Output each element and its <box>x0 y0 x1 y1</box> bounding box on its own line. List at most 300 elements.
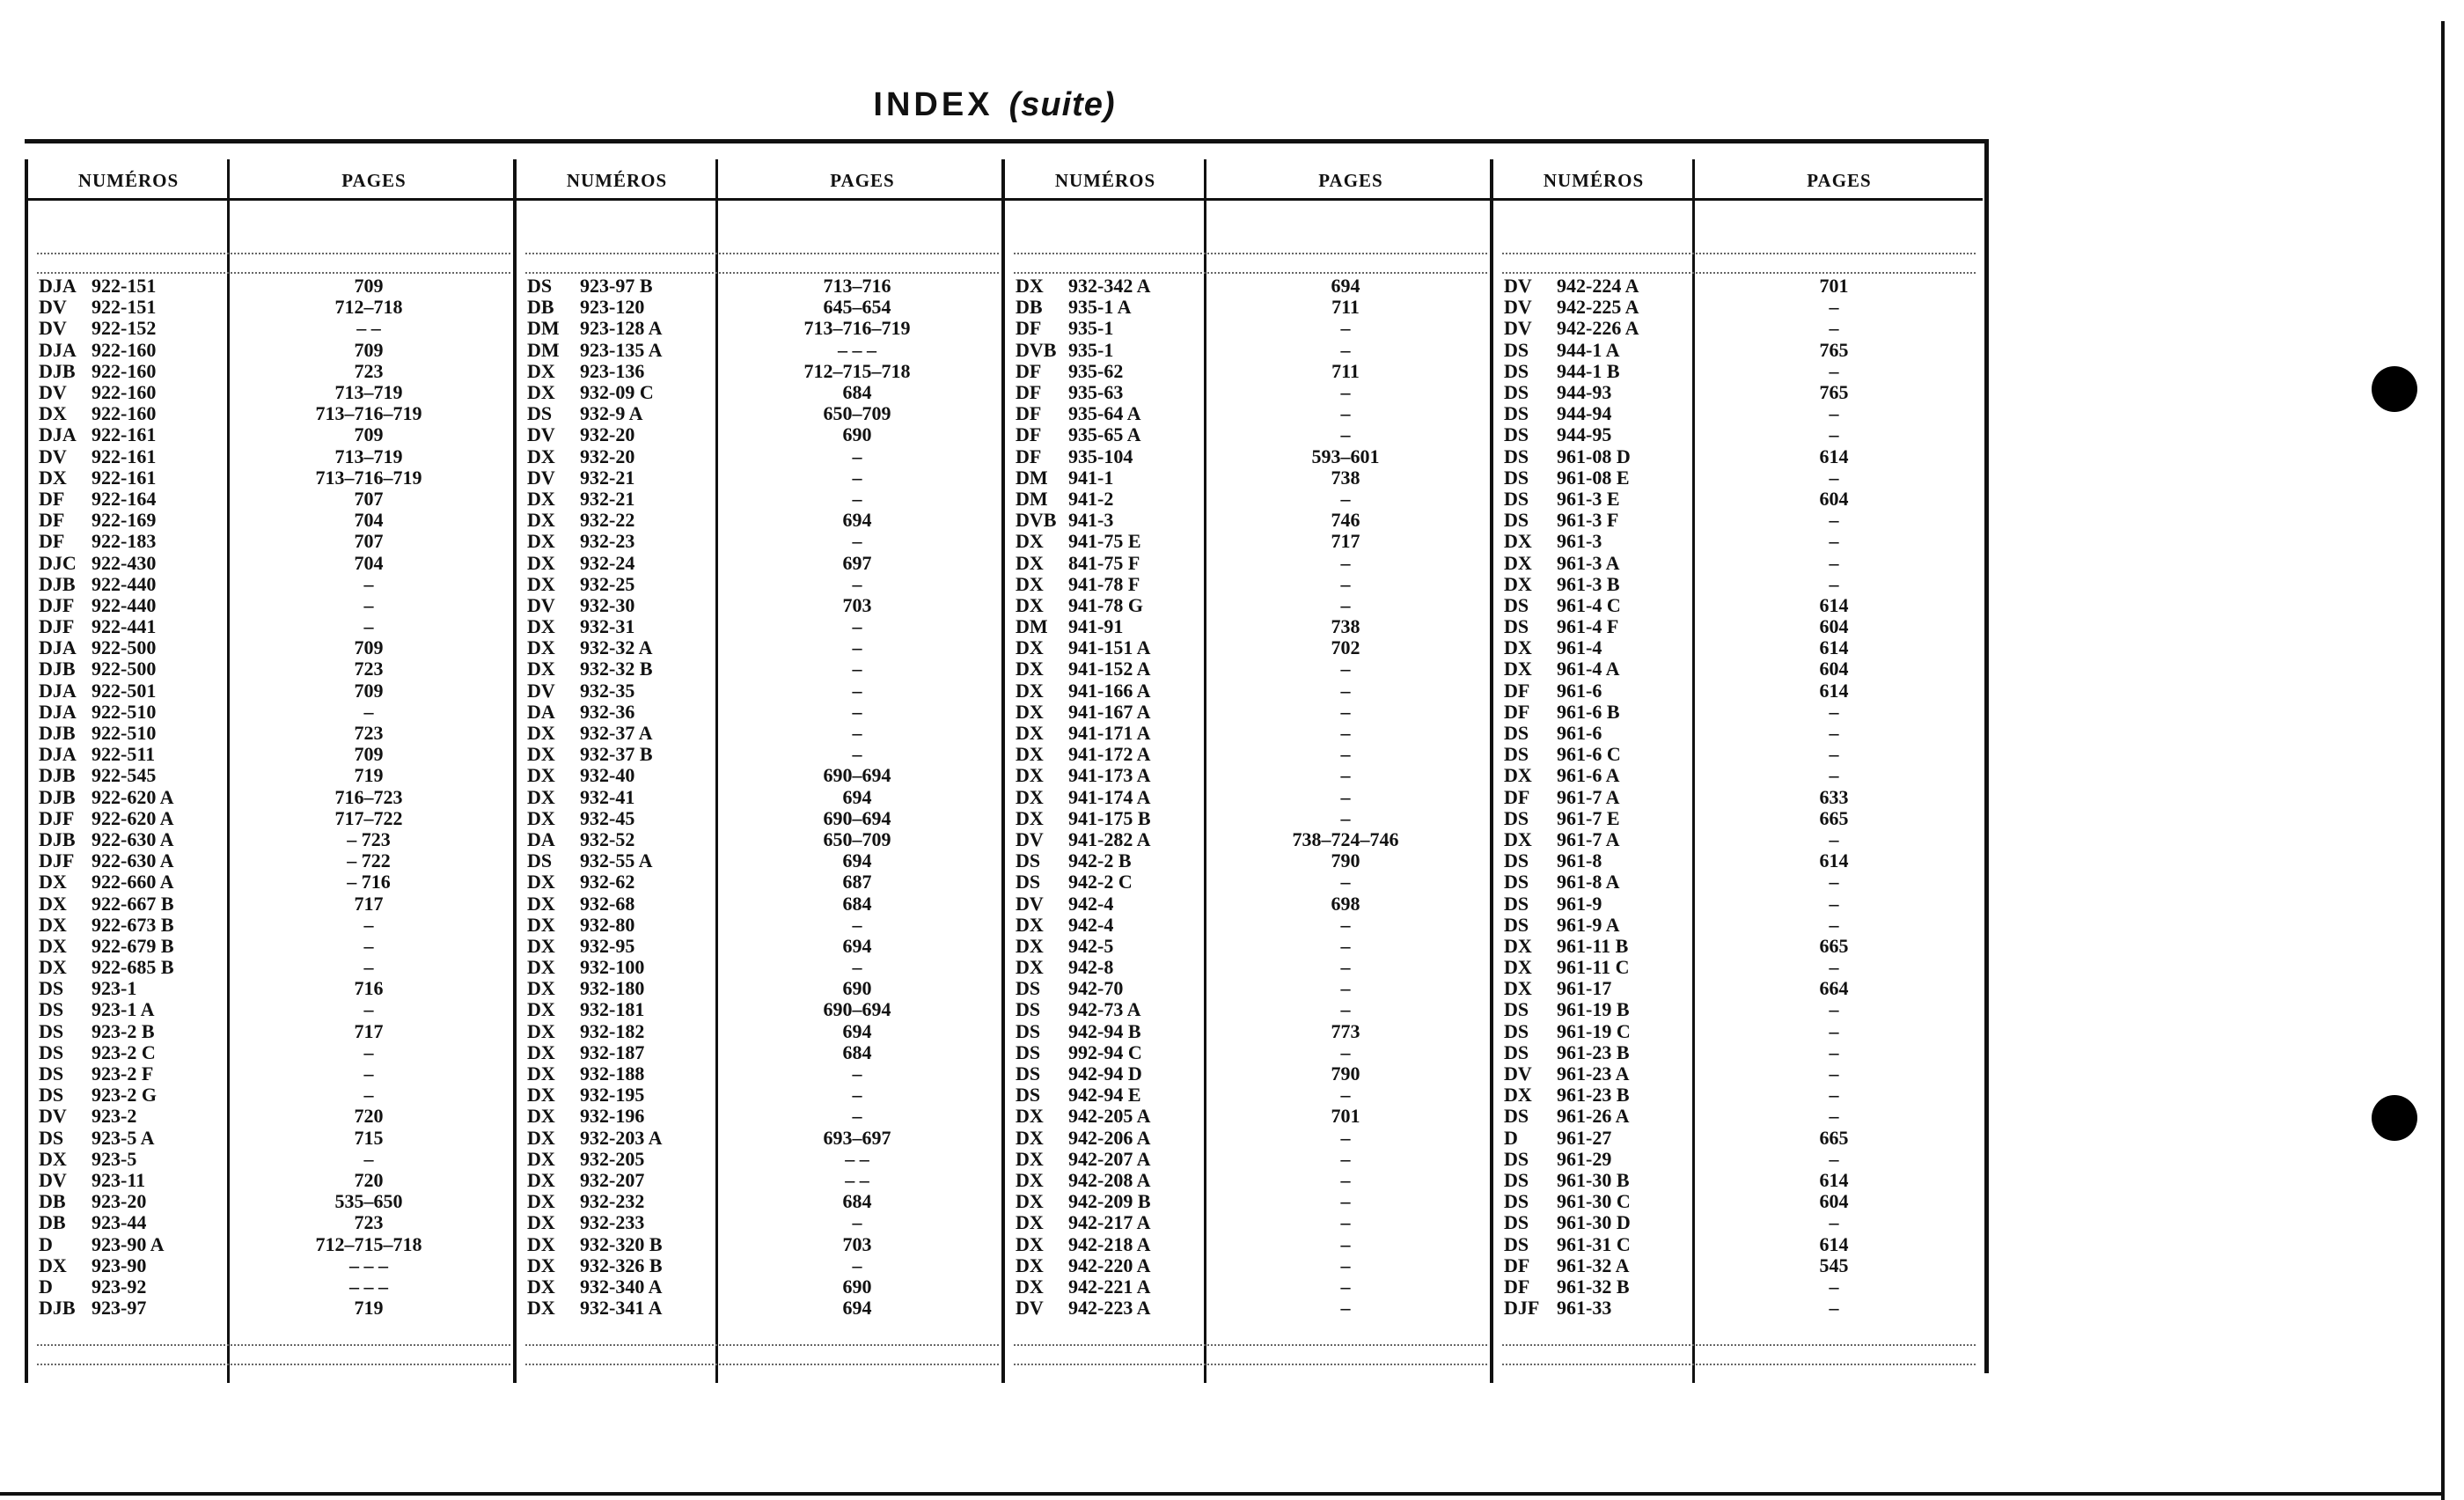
page-ref: 720 <box>354 1105 384 1128</box>
part-number: 961-8 <box>1557 849 1602 872</box>
part-number: 932-21 <box>580 466 635 489</box>
index-row <box>1490 1212 1983 1233</box>
part-number: 932-62 <box>580 871 635 893</box>
part-number: 935-65 A <box>1068 423 1141 446</box>
part-number: 942-209 B <box>1068 1190 1151 1213</box>
page-ref: 690–694 <box>823 806 891 829</box>
part-number: 932-45 <box>580 806 635 829</box>
series-prefix: DS <box>1504 445 1529 467</box>
part-number: 922-673 B <box>92 913 174 936</box>
index-row <box>25 1063 517 1085</box>
page-ref: – <box>363 1040 374 1063</box>
page-ref: – <box>363 1147 374 1170</box>
header-numeros: NUMÉROS <box>1054 170 1156 191</box>
index-row <box>25 999 517 1020</box>
page-ref: – <box>1829 827 1839 850</box>
series-prefix: DJF <box>39 593 75 616</box>
index-row <box>513 1085 1006 1106</box>
part-number: 923-120 <box>580 296 645 319</box>
page-ref: 738–724–746 <box>1292 827 1399 850</box>
dotted-rule <box>37 272 510 274</box>
part-number: 961-6 B <box>1557 700 1620 723</box>
page-ref: 614 <box>1819 849 1849 872</box>
page-ref: – <box>1340 551 1351 574</box>
series-prefix: DF <box>1504 1254 1530 1276</box>
index-rows <box>25 276 517 1319</box>
index-row <box>1490 723 1983 744</box>
index-row <box>1490 403 1983 424</box>
index-row <box>1490 1106 1983 1127</box>
series-prefix: DB <box>527 296 554 319</box>
page-ref: – <box>1340 934 1351 957</box>
series-prefix: DX <box>527 551 555 574</box>
page-ref: 701 <box>1819 275 1849 298</box>
series-prefix: DX <box>39 956 67 979</box>
index-row <box>25 1170 517 1191</box>
index-row <box>513 744 1006 765</box>
index-row <box>25 723 517 744</box>
part-number: 922-151 <box>92 296 157 319</box>
part-number: 922-620 A <box>92 785 174 808</box>
index-row <box>1490 1128 1983 1149</box>
part-number: 932-25 <box>580 572 635 595</box>
part-number: 922-630 A <box>92 827 174 850</box>
page-ref: – <box>1829 1275 1839 1298</box>
part-number: 961-9 A <box>1557 913 1620 936</box>
index-row <box>1001 978 1494 999</box>
page-ref: 701 <box>1331 1105 1360 1128</box>
index-row <box>513 403 1006 424</box>
index-row <box>25 829 517 850</box>
index-row <box>25 1021 517 1042</box>
dotted-rule <box>1502 253 1976 254</box>
page-ref: – <box>363 956 374 979</box>
series-prefix: DX <box>1504 636 1532 659</box>
index-row <box>25 1191 517 1212</box>
page-ref: – <box>852 658 862 680</box>
part-number: 923-2 B <box>92 1019 155 1042</box>
page-ref: – <box>852 466 862 489</box>
series-prefix: DJA <box>39 679 77 702</box>
page-ref: – <box>1340 1211 1351 1234</box>
series-prefix: D <box>1504 1126 1518 1149</box>
index-row <box>1490 531 1983 552</box>
index-row <box>1490 658 1983 680</box>
part-number: 932-187 <box>580 1040 645 1063</box>
title-text: INDEX <box>873 86 994 123</box>
series-prefix: DJF <box>1504 1297 1540 1320</box>
index-row <box>513 829 1006 850</box>
index-row <box>1001 1106 1494 1127</box>
index-rows <box>1001 276 1494 1319</box>
index-row <box>513 446 1006 467</box>
series-prefix: DJB <box>39 764 76 787</box>
index-row <box>513 552 1006 573</box>
page-ref: – <box>1340 722 1351 745</box>
page-ref: 712–715–718 <box>315 1232 422 1255</box>
series-prefix: DJF <box>39 849 75 872</box>
part-number: 961-30 D <box>1557 1211 1631 1234</box>
page-ref: – <box>852 487 862 510</box>
dotted-rule <box>525 272 999 274</box>
part-number: 942-2 B <box>1068 849 1132 872</box>
page-ref: 746 <box>1331 509 1360 532</box>
series-prefix: DX <box>527 892 555 915</box>
index-row <box>25 340 517 361</box>
series-prefix: DX <box>527 1040 555 1063</box>
index-row <box>513 574 1006 595</box>
page-ref: 604 <box>1819 658 1849 680</box>
part-number: 932-31 <box>580 615 635 638</box>
index-row <box>1001 680 1494 702</box>
part-number: 932-35 <box>580 679 635 702</box>
part-number: 961-26 A <box>1557 1105 1630 1128</box>
index-row <box>1001 1276 1494 1298</box>
part-number: 932-20 <box>580 445 635 467</box>
part-number: 941-172 A <box>1068 743 1151 766</box>
part-number: 922-440 <box>92 572 157 595</box>
series-prefix: DF <box>1504 679 1530 702</box>
page-ref: – – – <box>349 1254 388 1276</box>
dotted-rule <box>37 1344 510 1346</box>
index-row <box>25 702 517 723</box>
series-prefix: DS <box>1016 1062 1041 1085</box>
index-row <box>25 1212 517 1233</box>
page-ref: 723 <box>354 658 384 680</box>
page-ref: – <box>1340 700 1351 723</box>
series-prefix: DJF <box>39 806 75 829</box>
part-number: 941-78 G <box>1068 593 1143 616</box>
part-number: 961-32 A <box>1557 1254 1630 1276</box>
part-number: 961-3 E <box>1557 487 1620 510</box>
index-row <box>1490 1255 1983 1276</box>
page-ref: – <box>1829 892 1839 915</box>
page-ref: – <box>1829 572 1839 595</box>
series-prefix: DS <box>1504 1168 1529 1191</box>
index-row <box>1490 595 1983 616</box>
series-prefix: DV <box>527 423 555 446</box>
index-row <box>1001 382 1494 403</box>
series-prefix: DX <box>527 871 555 893</box>
page-ref: 604 <box>1819 615 1849 638</box>
series-prefix: DJA <box>39 743 77 766</box>
series-prefix: DX <box>527 572 555 595</box>
part-number: 922-430 <box>92 551 157 574</box>
page-ref: – <box>852 615 862 638</box>
page-ref: – <box>1829 530 1839 553</box>
page-ref: 720 <box>354 1168 384 1191</box>
part-number: 922-161 <box>92 423 157 446</box>
index-row <box>1001 1149 1494 1170</box>
index-row <box>1490 382 1983 403</box>
page-ref: 790 <box>1331 1062 1360 1085</box>
page-ref: 687 <box>842 871 872 893</box>
series-prefix: DX <box>527 636 555 659</box>
page-ref: 709 <box>354 679 384 702</box>
part-number: 941-91 <box>1068 615 1124 638</box>
page-ref: – <box>1829 700 1839 723</box>
part-number: 961-3 B <box>1557 572 1620 595</box>
page-ref: – <box>363 1084 374 1107</box>
index-rows <box>513 276 1006 1319</box>
series-prefix: DS <box>1504 743 1529 766</box>
part-number: 932-181 <box>580 998 645 1021</box>
page-ref: 614 <box>1819 636 1849 659</box>
part-number: 941-173 A <box>1068 764 1151 787</box>
index-rows <box>1490 276 1983 1319</box>
series-prefix: DF <box>1016 381 1042 404</box>
series-prefix: DS <box>1016 1084 1041 1107</box>
series-prefix: DJF <box>39 615 75 638</box>
part-number: 932-320 B <box>580 1232 663 1255</box>
dotted-rule <box>1502 1344 1976 1346</box>
series-prefix: DS <box>1504 1105 1529 1128</box>
index-row <box>513 340 1006 361</box>
series-prefix: DS <box>1504 338 1529 361</box>
series-prefix: DJB <box>39 658 76 680</box>
series-prefix: DX <box>39 402 67 425</box>
part-number: 961-11 C <box>1557 956 1630 979</box>
part-number: 932-233 <box>580 1211 645 1234</box>
part-number: 942-225 A <box>1557 296 1639 319</box>
page-ref: – <box>1829 743 1839 766</box>
part-number: 922-620 A <box>92 806 174 829</box>
page-ref: 723 <box>354 359 384 382</box>
part-number: 935-1 <box>1068 317 1114 340</box>
page-ref: 717 <box>354 892 384 915</box>
index-row <box>1001 574 1494 595</box>
page-ref: 614 <box>1819 445 1849 467</box>
part-number: 922-169 <box>92 509 157 532</box>
part-number: 932-341 A <box>580 1297 663 1320</box>
page-ref: – <box>1340 977 1351 1000</box>
page-ref: 713–719 <box>334 445 403 467</box>
series-prefix: DS <box>39 1062 64 1085</box>
page-ref: – <box>1340 1126 1351 1149</box>
page-ref: – <box>1340 764 1351 787</box>
header-rule <box>28 198 517 201</box>
index-row <box>1001 297 1494 318</box>
page-ref: 690 <box>842 1275 872 1298</box>
index-row <box>513 276 1006 297</box>
part-number: 923-128 A <box>580 317 663 340</box>
page-ref: – <box>1829 1211 1839 1234</box>
index-row <box>25 467 517 489</box>
part-number: 932-36 <box>580 700 635 723</box>
page-ref: 709 <box>354 636 384 659</box>
series-prefix: DV <box>527 466 555 489</box>
index-row <box>513 680 1006 702</box>
header-rule <box>517 198 1006 201</box>
part-number: 922-160 <box>92 359 157 382</box>
series-prefix: DX <box>39 913 67 936</box>
index-row <box>25 361 517 382</box>
page-ref: 738 <box>1331 466 1360 489</box>
index-row <box>1001 1233 1494 1254</box>
part-number: 942-205 A <box>1068 1105 1151 1128</box>
series-prefix: DX <box>1504 572 1532 595</box>
index-row <box>1001 340 1494 361</box>
page-ref: – <box>1340 317 1351 340</box>
series-prefix: DX <box>527 509 555 532</box>
index-row <box>513 787 1006 808</box>
page-ref: – <box>1340 572 1351 595</box>
index-row <box>1001 744 1494 765</box>
series-prefix: DF <box>1016 402 1042 425</box>
series-prefix: DS <box>39 977 64 1000</box>
series-prefix: DJB <box>39 722 76 745</box>
series-prefix: DX <box>527 977 555 1000</box>
series-prefix: DJB <box>39 1297 76 1320</box>
part-number: 932-232 <box>580 1190 645 1213</box>
page-ref: – <box>852 679 862 702</box>
part-number: 923-90 A <box>92 1232 165 1255</box>
index-row <box>513 489 1006 510</box>
series-prefix: DS <box>1016 998 1041 1021</box>
page-ref: 711 <box>1331 296 1360 319</box>
series-prefix: DJA <box>39 700 77 723</box>
part-number: 941-151 A <box>1068 636 1151 659</box>
part-number: 942-70 <box>1068 977 1124 1000</box>
index-row <box>1001 1170 1494 1191</box>
index-row <box>1001 1128 1494 1149</box>
series-prefix: DV <box>1504 1062 1532 1085</box>
part-number: 992-94 C <box>1068 1040 1142 1063</box>
part-number: 942-217 A <box>1068 1211 1151 1234</box>
page-ref: – <box>1829 317 1839 340</box>
page-ref: 715 <box>354 1126 384 1149</box>
page-ref: – <box>1340 1232 1351 1255</box>
series-prefix: DX <box>1016 1275 1044 1298</box>
index-row <box>513 318 1006 339</box>
part-number: 923-1 <box>92 977 137 1000</box>
series-prefix: D <box>39 1232 53 1255</box>
series-prefix: DVB <box>1016 509 1057 532</box>
index-row <box>1001 1042 1494 1063</box>
page-ref: – <box>852 700 862 723</box>
part-number: 961-23 B <box>1557 1084 1630 1107</box>
series-prefix: DS <box>1504 849 1529 872</box>
part-number: 961-7 A <box>1557 785 1620 808</box>
part-number: 923-97 B <box>580 275 653 298</box>
page-ref: 704 <box>354 509 384 532</box>
part-number: 944-93 <box>1557 381 1612 404</box>
part-number: 932-342 A <box>1068 275 1151 298</box>
part-number: 961-32 B <box>1557 1275 1630 1298</box>
page-ref: 645–654 <box>823 296 891 319</box>
header-numeros: NUMÉROS <box>1543 170 1645 191</box>
part-number: 932-195 <box>580 1084 645 1107</box>
series-prefix: DJB <box>39 359 76 382</box>
series-prefix: DX <box>1016 1105 1044 1128</box>
index-row <box>1490 765 1983 786</box>
page-ref: 650–709 <box>823 402 891 425</box>
page-ref: 690–694 <box>823 764 891 787</box>
page-ref: 738 <box>1331 615 1360 638</box>
dotted-rule <box>1014 1344 1487 1346</box>
page-ref: – <box>363 998 374 1021</box>
part-number: 922-500 <box>92 636 157 659</box>
series-prefix: DX <box>1016 551 1044 574</box>
series-prefix: DB <box>1016 296 1043 319</box>
index-row <box>1490 829 1983 850</box>
index-row <box>25 531 517 552</box>
part-number: 961-9 <box>1557 892 1602 915</box>
index-row <box>1490 1191 1983 1212</box>
series-prefix: DX <box>1504 956 1532 979</box>
index-row <box>513 723 1006 744</box>
part-number: 932-09 C <box>580 381 654 404</box>
page-ref: 709 <box>354 423 384 446</box>
series-prefix: DS <box>1504 1232 1529 1255</box>
index-row <box>1490 808 1983 829</box>
part-number: 922-160 <box>92 338 157 361</box>
index-row <box>25 936 517 957</box>
index-row <box>1001 489 1494 510</box>
series-prefix: DF <box>1504 785 1530 808</box>
page-ref: 713–716 <box>823 275 891 298</box>
page-ref: 684 <box>842 381 872 404</box>
series-prefix: DS <box>39 1040 64 1063</box>
part-number: 932-188 <box>580 1062 645 1085</box>
index-row <box>1490 1021 1983 1042</box>
series-prefix: DX <box>527 445 555 467</box>
page-ref: – <box>1829 913 1839 936</box>
index-row <box>1001 361 1494 382</box>
index-row <box>1001 510 1494 531</box>
page-ref: – <box>1340 806 1351 829</box>
series-prefix: DV <box>39 1105 67 1128</box>
series-prefix: DS <box>1016 871 1041 893</box>
index-row <box>25 915 517 936</box>
page-ref: 545 <box>1819 1254 1849 1276</box>
series-prefix: DX <box>527 722 555 745</box>
part-number: 932-340 A <box>580 1275 663 1298</box>
page-ref: – <box>852 743 862 766</box>
index-row <box>25 424 517 445</box>
index-row <box>513 531 1006 552</box>
page-ref: – <box>1340 338 1351 361</box>
page-ref: – <box>1340 1297 1351 1320</box>
index-row <box>513 1191 1006 1212</box>
index-row <box>1490 574 1983 595</box>
series-prefix: DS <box>1504 871 1529 893</box>
series-prefix: DX <box>1016 1211 1044 1234</box>
series-prefix: DF <box>39 487 65 510</box>
page-ref: – <box>1340 1147 1351 1170</box>
page-ref: 694 <box>842 509 872 532</box>
page-ref: 614 <box>1819 1232 1849 1255</box>
series-prefix: DX <box>1504 1084 1532 1107</box>
index-row <box>25 489 517 510</box>
series-prefix: DS <box>527 402 553 425</box>
page-ref: 716 <box>354 977 384 1000</box>
series-prefix: DX <box>1504 977 1532 1000</box>
part-number: 922-152 <box>92 317 157 340</box>
part-number: 961-4 <box>1557 636 1602 659</box>
series-prefix: DX <box>527 359 555 382</box>
index-row <box>25 574 517 595</box>
index-row <box>513 1170 1006 1191</box>
column-group-2 <box>513 143 1006 1383</box>
part-number: 922-441 <box>92 615 157 638</box>
index-row <box>1001 829 1494 850</box>
page-ref: – <box>1829 296 1839 319</box>
series-prefix: DX <box>1016 700 1044 723</box>
page-ref: – <box>1340 913 1351 936</box>
index-row <box>513 1212 1006 1233</box>
index-row <box>1490 744 1983 765</box>
